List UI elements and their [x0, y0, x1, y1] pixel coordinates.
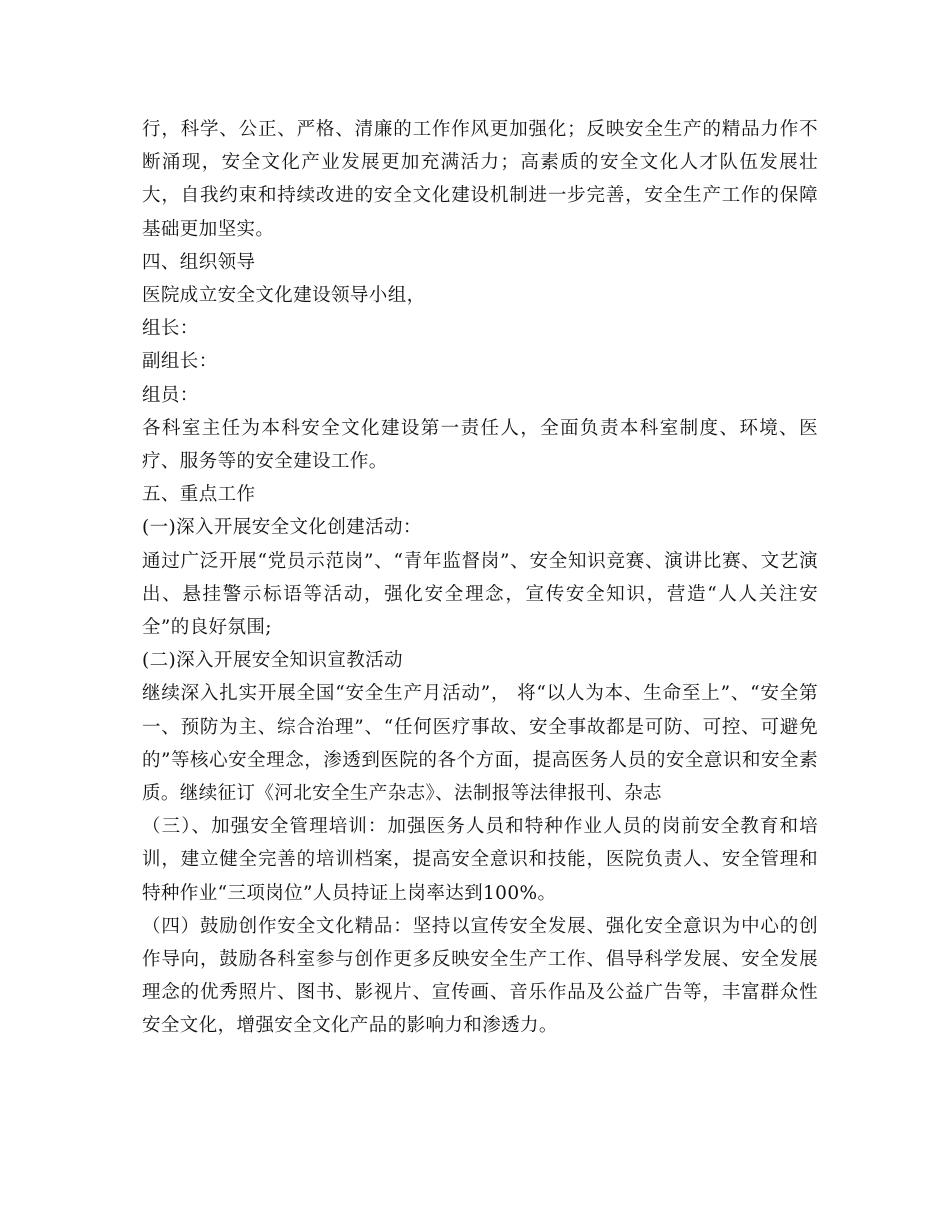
paragraph-goals-continued: 行，科学、公正、严格、清廉的工作作风更加强化；反映安全生产的精品力作不断涌现，安全文化产业发展更加充满活力；高素质的安全文化人才队伍发展壮大，自我约束和持续改进的安全文化建设机制进一步完善，安全生产工作的保障基础更加坚实。 — [142, 119, 818, 240]
paragraph-culture-activities: 通过广泛开展“党员示范岗”、“青年监督岗”、安全知识竞赛、演讲比赛、文艺演出、悬挂警示标语等活动，强化安全理念，宣传安全知识，营造“人人关注安全”的良好氛围; — [142, 550, 818, 639]
heading-organization-leadership: 四、组织领导 — [142, 251, 256, 273]
heading-key-work: 五、重点工作 — [142, 484, 256, 506]
subheading-knowledge-education: (二)深入开展安全知识宣教活动 — [142, 650, 403, 672]
paragraph-group-leader: 组长： — [142, 318, 199, 340]
paragraph-group-members: 组员： — [142, 384, 199, 406]
paragraph-management-training: （三）、加强安全管理培训：加强医务人员和特种作业人员的岗前安全教育和培训，建立健全完善的培训档案，提高安全意识和技能，医院负责人、安全管理和特种作业“三项岗位”人员持证上岗率达到100%。 — [142, 816, 818, 904]
document-body — [142, 113, 818, 1043]
subheading-culture-activities: (一)深入开展安全文化创建活动： — [142, 517, 422, 539]
paragraph-culture-works: （四）鼓励创作安全文化精品：坚持以宣传安全发展、强化安全意识为中心的创作导向，鼓励各科室参与创作更多反映安全生产工作、倡导科学发展、安全发展理念的优秀照片、图书、影视片、宣传画、音乐作品及公益广告等，丰富群众性安全文化，增强安全文化产品的影响力和渗透力。 — [142, 915, 818, 1037]
paragraph-department-responsibility: 各科室主任为本科安全文化建设第一责任人，全面负责本科室制度、环境、医疗、服务等的安全建设工作。 — [142, 417, 818, 473]
paragraph-knowledge-education: 继续深入扎实开展全国“安全生产月活动”， 将“以人为本、生命至上”、“安全第一、预防为主、综合治理”、“任何医疗事故、安全事故都是可防、可控、可避免的”等核心安全理念，渗透到医院的各个方面，提高医务人员的安全意识和安全素质。继续征订《河北安全生产杂志》、法制报等法律报刊、杂志 — [142, 683, 818, 805]
paragraph-leadership-group: 医院成立安全文化建设领导小组， — [142, 285, 426, 307]
paragraph-deputy-leader: 副组长： — [142, 351, 218, 373]
